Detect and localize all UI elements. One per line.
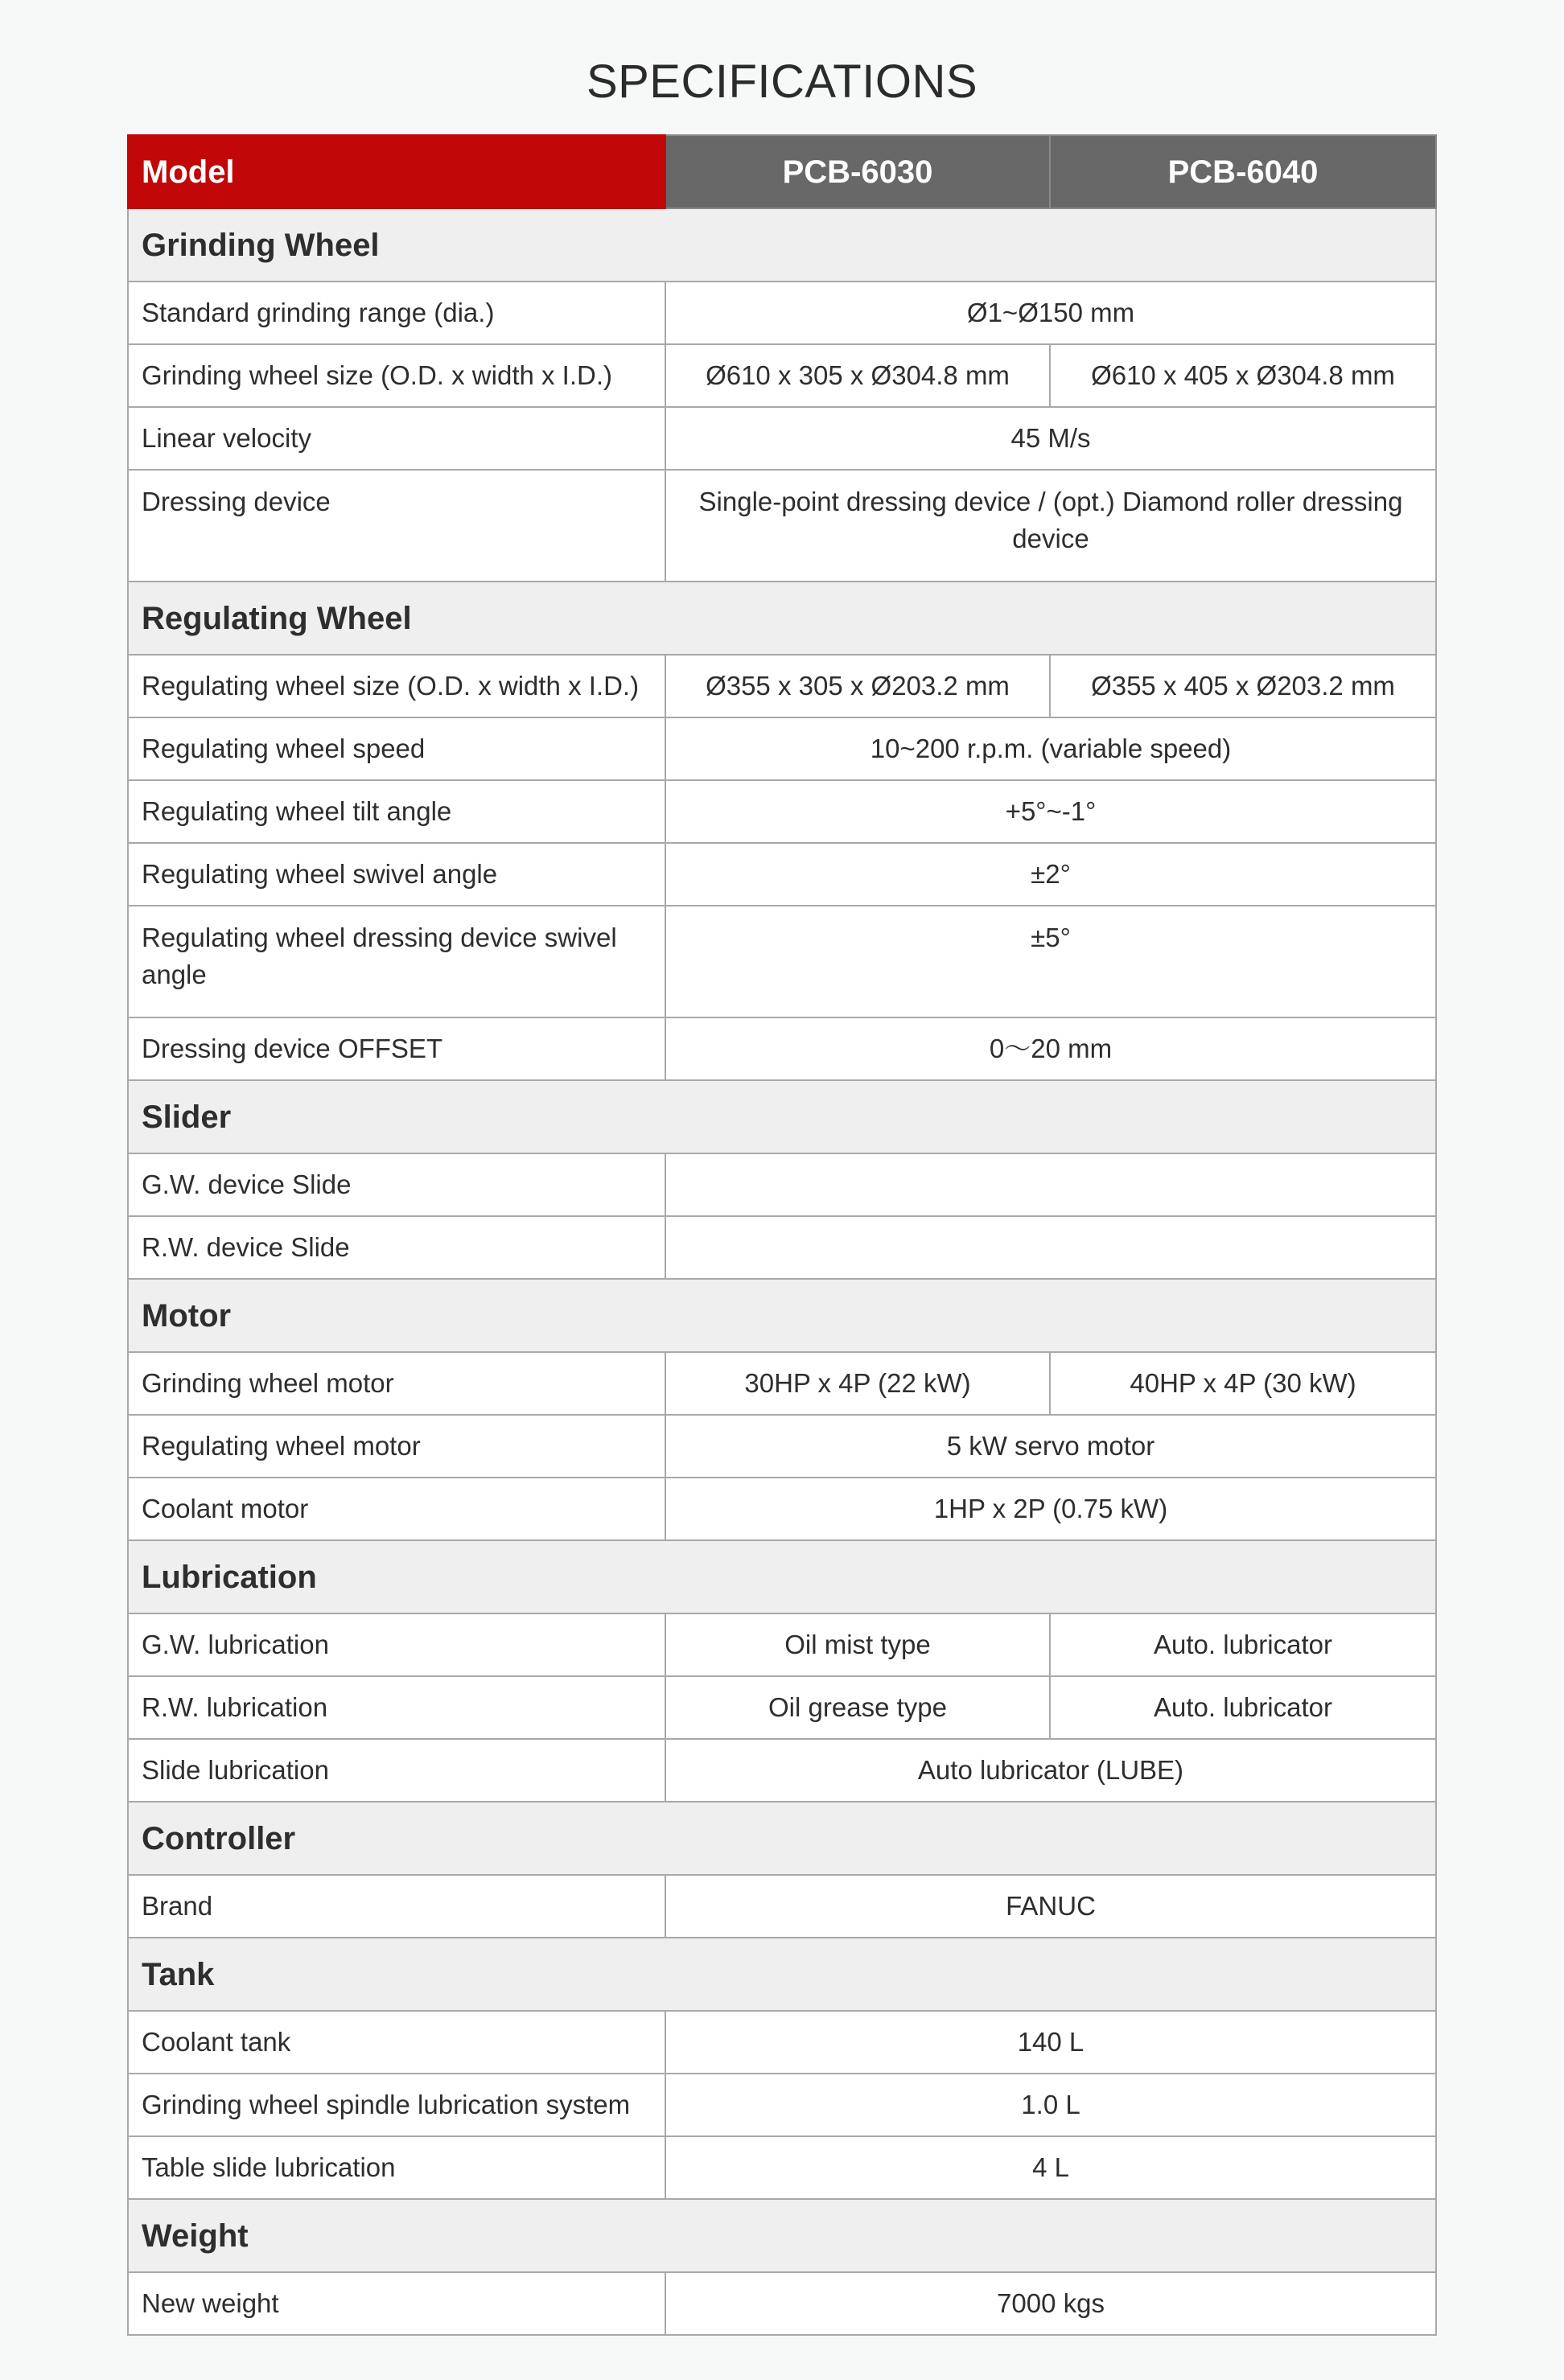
page-title: SPECIFICATIONS (586, 55, 978, 108)
table-row (128, 717, 1436, 780)
section-row (128, 1540, 1436, 1613)
model-pcb-6030-header: PCB-6030 (665, 135, 1050, 208)
section-title-weight: Weight (128, 2199, 1436, 2272)
section-row (128, 1279, 1436, 1352)
row-value-pcb-6030: Ø355 x 305 x Ø203.2 mm (665, 655, 1050, 717)
row-label: Grinding wheel spindle lubrication system (128, 2074, 665, 2136)
table-row (128, 1478, 1436, 1540)
row-label: R.W. lubrication (128, 1676, 665, 1739)
row-label: Regulating wheel motor (128, 1415, 665, 1478)
row-label: Dressing device (128, 470, 665, 582)
table-row (128, 1153, 1436, 1216)
row-value: 5 kW servo motor (665, 1415, 1436, 1478)
row-label: Coolant tank (128, 2011, 665, 2074)
row-value: 4 L (665, 2136, 1436, 2199)
table-row (128, 843, 1436, 906)
row-value: 7000 kgs (665, 2272, 1436, 2335)
row-value-pcb-6040: Ø355 x 405 x Ø203.2 mm (1050, 655, 1436, 717)
model-header: Model (128, 135, 665, 208)
row-label: New weight (128, 2272, 665, 2335)
section-row (128, 1938, 1436, 2011)
row-value: 0～20 mm (665, 1017, 1436, 1080)
row-label: Brand (128, 1875, 665, 1938)
row-value (665, 1216, 1436, 1279)
row-label: Standard grinding range (dia.) (128, 282, 665, 344)
row-label: Regulating wheel tilt angle (128, 780, 665, 843)
section-row (128, 208, 1436, 282)
table-row (128, 282, 1436, 344)
row-value: Ø1~Ø150 mm (665, 282, 1436, 344)
row-value (665, 1153, 1436, 1216)
table-row (128, 2074, 1436, 2136)
row-value: 140 L (665, 2011, 1436, 2074)
section-title-controller: Controller (128, 1802, 1436, 1875)
row-label: Linear velocity (128, 407, 665, 470)
row-label: Regulating wheel speed (128, 717, 665, 780)
specifications-table (127, 134, 1437, 2336)
row-value: 45 M/s (665, 407, 1436, 470)
row-value-pcb-6030: Oil grease type (665, 1676, 1050, 1739)
section-title-slider: Slider (128, 1080, 1436, 1153)
row-value-pcb-6030: 30HP x 4P (22 kW) (665, 1352, 1050, 1415)
row-label: Coolant motor (128, 1478, 665, 1540)
row-value: ±5° (665, 906, 1436, 1017)
table-row (128, 2011, 1436, 2074)
section-title-grinding-wheel: Grinding Wheel (128, 208, 1436, 282)
row-value: 1HP x 2P (0.75 kW) (665, 1478, 1436, 1540)
section-title-tank: Tank (128, 1938, 1436, 2011)
model-pcb-6040-header: PCB-6040 (1050, 135, 1436, 208)
table-header-row (128, 135, 1436, 208)
table-row (128, 2136, 1436, 2199)
table-row (128, 1415, 1436, 1478)
table-row (128, 780, 1436, 843)
row-label: Table slide lubrication (128, 2136, 665, 2199)
row-label: Grinding wheel size (O.D. x width x I.D.) (128, 344, 665, 407)
row-value: +5°~-1° (665, 780, 1436, 843)
table-row (128, 1216, 1436, 1279)
section-title-motor: Motor (128, 1279, 1436, 1352)
table-row (128, 1017, 1436, 1080)
row-value: 1.0 L (665, 2074, 1436, 2136)
row-value-pcb-6030: Oil mist type (665, 1613, 1050, 1676)
table-row (128, 407, 1436, 470)
table-row (128, 1875, 1436, 1938)
table-row (128, 344, 1436, 407)
row-label: R.W. device Slide (128, 1216, 665, 1279)
row-label: Slide lubrication (128, 1739, 665, 1802)
row-value-pcb-6040: Auto. lubricator (1050, 1676, 1436, 1739)
row-label: G.W. device Slide (128, 1153, 665, 1216)
table-row (128, 1739, 1436, 1802)
row-label: G.W. lubrication (128, 1613, 665, 1676)
row-value-pcb-6040: Auto. lubricator (1050, 1613, 1436, 1676)
table-row (128, 906, 1436, 1017)
section-row (128, 582, 1436, 655)
section-title-lubrication: Lubrication (128, 1540, 1436, 1613)
row-label: Dressing device OFFSET (128, 1017, 665, 1080)
row-value: 10~200 r.p.m. (variable speed) (665, 717, 1436, 780)
row-value: Single-point dressing device / (opt.) Diamond roller dressing device (665, 470, 1436, 582)
section-row (128, 2199, 1436, 2272)
table-row (128, 655, 1436, 717)
row-value: ±2° (665, 843, 1436, 906)
row-label: Regulating wheel dressing device swivel angle (128, 906, 665, 1017)
row-label: Regulating wheel swivel angle (128, 843, 665, 906)
row-value-pcb-6030: Ø610 x 305 x Ø304.8 mm (665, 344, 1050, 407)
table-row (128, 1676, 1436, 1739)
section-title-regulating-wheel: Regulating Wheel (128, 582, 1436, 655)
table-row (128, 1613, 1436, 1676)
table-row (128, 1352, 1436, 1415)
row-label: Regulating wheel size (O.D. x width x I.D.) (128, 655, 665, 717)
table-row (128, 470, 1436, 582)
section-row (128, 1080, 1436, 1153)
row-label: Grinding wheel motor (128, 1352, 665, 1415)
section-row (128, 1802, 1436, 1875)
row-value-pcb-6040: 40HP x 4P (30 kW) (1050, 1352, 1436, 1415)
row-value-pcb-6040: Ø610 x 405 x Ø304.8 mm (1050, 344, 1436, 407)
table-row (128, 2272, 1436, 2335)
row-value: FANUC (665, 1875, 1436, 1938)
row-value: Auto lubricator (LUBE) (665, 1739, 1436, 1802)
